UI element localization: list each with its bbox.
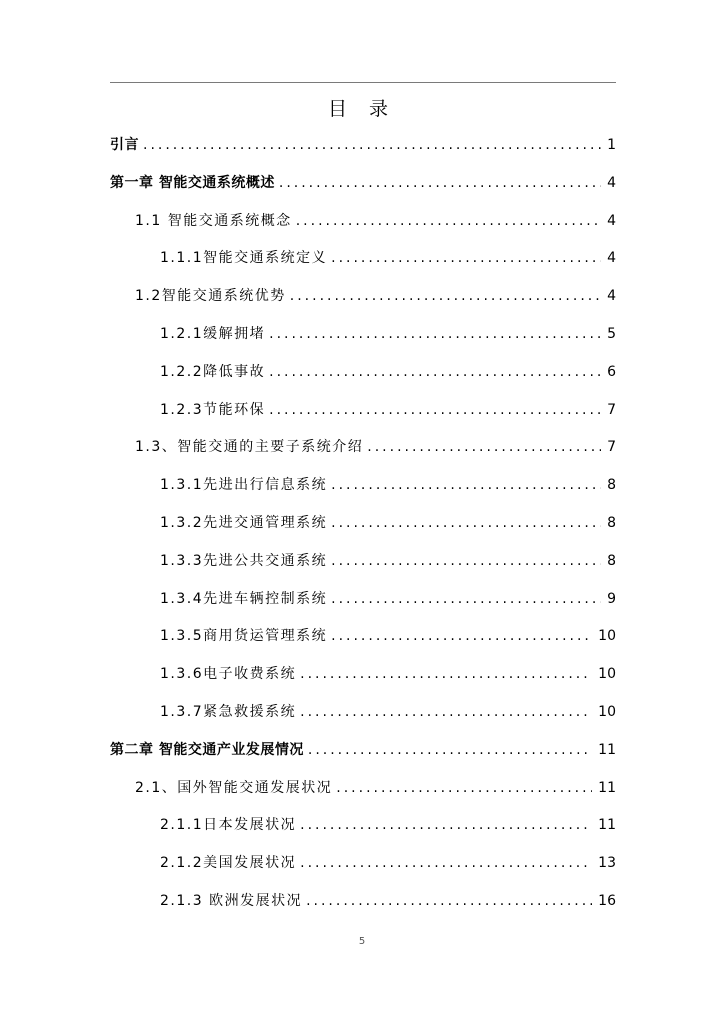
toc-entry-page: 13 — [598, 855, 616, 871]
toc-entry-page: 6 — [607, 364, 616, 380]
toc-entry[interactable] — [110, 134, 616, 156]
toc-entry[interactable] — [110, 701, 616, 723]
dot-leader — [143, 134, 601, 156]
toc-entry-label: 引言 — [110, 137, 139, 153]
toc-entry-page: 7 — [607, 402, 616, 418]
dot-leader — [331, 588, 601, 610]
toc-entry-label: 1.3、智能交通的主要子系统介绍 — [135, 439, 364, 455]
dot-leader — [300, 852, 592, 874]
toc-entry-page: 5 — [607, 326, 616, 342]
toc-entry[interactable] — [110, 852, 616, 874]
toc-entry[interactable] — [110, 247, 616, 269]
dot-leader — [296, 210, 601, 232]
dot-leader — [279, 172, 601, 194]
toc-entry[interactable] — [110, 361, 616, 383]
dot-leader — [367, 436, 601, 458]
toc-entry-page: 8 — [607, 477, 616, 493]
dot-leader — [290, 285, 601, 307]
toc-entry-label: 2.1.3 欧洲发展状况 — [160, 893, 303, 909]
toc-entry-page: 11 — [598, 742, 616, 758]
toc-entry-page: 11 — [598, 817, 616, 833]
toc-entry[interactable] — [110, 210, 616, 232]
toc-entry-page: 11 — [598, 780, 616, 796]
dot-leader — [300, 701, 592, 723]
dot-leader — [331, 247, 601, 269]
toc-entry-page: 7 — [607, 439, 616, 455]
page-title: 目 录 — [327, 98, 397, 120]
toc-entry[interactable] — [110, 399, 616, 421]
dot-leader — [300, 814, 592, 836]
toc-entry-label: 1.2.3节能环保 — [160, 402, 266, 418]
toc-entry-page: 10 — [598, 666, 616, 682]
toc-entry[interactable] — [110, 663, 616, 685]
toc-entry-label: 1.3.5商用货运管理系统 — [160, 628, 328, 644]
toc-entry-label: 1.3.3先进公共交通系统 — [160, 553, 328, 569]
toc-entry-page: 1 — [607, 137, 616, 153]
dot-leader — [331, 512, 601, 534]
dot-leader — [331, 550, 601, 572]
toc-entry-page: 10 — [598, 628, 616, 644]
toc-entry[interactable] — [110, 474, 616, 496]
toc-entry-page: 4 — [607, 250, 616, 266]
toc-entry-label: 1.2.1缓解拥堵 — [160, 326, 266, 342]
toc-entry-label: 1.3.7紧急救援系统 — [160, 704, 297, 720]
toc-entry-label: 2.1.2美国发展状况 — [160, 855, 297, 871]
dot-leader — [269, 361, 601, 383]
toc-entry-label: 2.1、国外智能交通发展状况 — [135, 780, 333, 796]
dot-leader — [269, 399, 601, 421]
toc-entry[interactable] — [110, 436, 616, 458]
toc-entry-page: 4 — [607, 288, 616, 304]
dot-leader — [300, 663, 592, 685]
toc-entry[interactable] — [110, 739, 616, 761]
toc-entry[interactable] — [110, 588, 616, 610]
toc-entry[interactable] — [110, 323, 616, 345]
toc-entry[interactable] — [110, 777, 616, 799]
toc-entry-label: 1.3.2先进交通管理系统 — [160, 515, 328, 531]
toc-entry-page: 10 — [598, 704, 616, 720]
toc-entry-page: 4 — [607, 175, 616, 191]
dot-leader — [336, 777, 592, 799]
toc-entry-label: 第一章 智能交通系统概述 — [110, 175, 275, 191]
toc-entry[interactable] — [110, 814, 616, 836]
toc-entry[interactable] — [110, 285, 616, 307]
dot-leader — [331, 474, 601, 496]
toc-entry[interactable] — [110, 550, 616, 572]
toc-entry-page: 16 — [598, 893, 616, 909]
toc-entry-label: 1.3.1先进出行信息系统 — [160, 477, 328, 493]
toc-entry-page: 8 — [607, 553, 616, 569]
toc-entry-label: 1.1.1智能交通系统定义 — [160, 250, 328, 266]
toc-entry-page: 8 — [607, 515, 616, 531]
header-rule — [110, 82, 616, 83]
toc-entry[interactable] — [110, 625, 616, 647]
toc-entry-page: 9 — [607, 591, 616, 607]
toc-entry-page: 4 — [607, 213, 616, 229]
toc-entry-label: 1.3.6电子收费系统 — [160, 666, 297, 682]
dot-leader — [269, 323, 601, 345]
page-number: 5 — [358, 936, 366, 947]
dot-leader — [331, 625, 592, 647]
toc-entry-label: 1.2智能交通系统优势 — [135, 288, 286, 304]
dot-leader — [306, 890, 592, 912]
toc-entry-label: 第二章 智能交通产业发展情况 — [110, 742, 304, 758]
toc-entry[interactable] — [110, 512, 616, 534]
toc-entry[interactable] — [110, 890, 616, 912]
toc-entry-label: 1.2.2降低事故 — [160, 364, 266, 380]
dot-leader — [308, 739, 592, 761]
toc-entry-label: 1.3.4先进车辆控制系统 — [160, 591, 328, 607]
toc-entry[interactable] — [110, 172, 616, 194]
toc-entry-label: 2.1.1日本发展状况 — [160, 817, 297, 833]
toc-entry-label: 1.1 智能交通系统概念 — [135, 213, 292, 229]
